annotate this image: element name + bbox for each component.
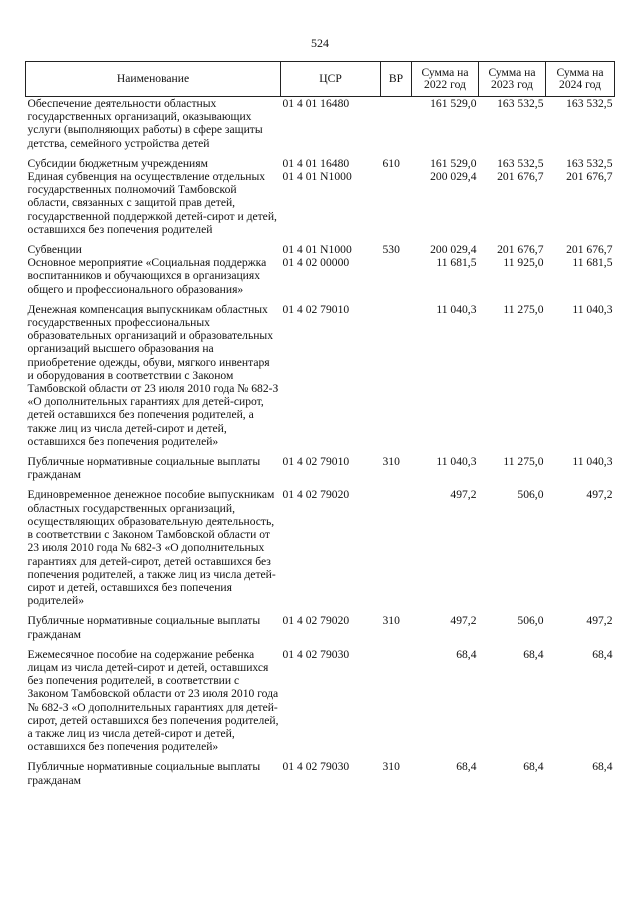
table-row	[26, 243, 615, 256]
table-row	[26, 455, 615, 488]
row-sum-2023: 201 676,7	[497, 243, 544, 257]
row-vr	[381, 97, 412, 157]
row-sum-2022: 200 029,4	[430, 170, 477, 184]
row-vr	[381, 170, 412, 243]
table-row	[26, 648, 615, 761]
row-name: Субсидии бюджетным учреждениям	[27, 156, 208, 170]
row-sum-2023: 163 532,5	[497, 97, 544, 110]
row-sum-2023: 11 275,0	[503, 455, 544, 469]
row-sum-2024: 11 040,3	[572, 302, 613, 316]
row-name: Ежемесячное пособие на содержание ребенка лицам из числа детей-сирот и детей, оставшихся без попечения родителей, в соответствии с Законом Тамбовской области от 23 июля 2010 года № 682-З «О дополнительных гарантиях для детей-сирот, детей оставшихся без попечения родителей, а также лиц из числа детей-сирот и детей, оставшихся без попечения родителей»	[27, 647, 279, 754]
row-csr: 01 4 01 N1000	[282, 170, 352, 184]
row-sum-2024: 163 532,5	[566, 156, 613, 170]
row-sum-2023: 11 925,0	[503, 256, 544, 270]
row-sum-2024: 497,2	[586, 488, 613, 502]
row-sum-2023: 201 676,7	[497, 170, 544, 184]
row-sum-2022: 161 529,0	[430, 97, 477, 110]
row-name: Субвенции	[27, 243, 82, 257]
row-vr	[381, 303, 412, 455]
row-vr: 310	[382, 455, 400, 469]
row-sum-2022: 11 681,5	[436, 256, 477, 270]
row-name: Основное мероприятие «Социальная поддержка воспитанников и обучающихся в организациях общего и профессионального образования»	[27, 256, 267, 296]
row-name: Денежная компенсация выпускникам областных государственных профессиональных образовательных организаций и образовательных организаций высшего образования на приобретение одежды, обуви, мягкого инвентаря и оборудования в соответствии с Законом Тамбовской области от 23 июля 2010 года № 682-З «О дополнительных гарантиях для детей-сирот, детей оставшихся без попечения родителей, а также лиц из числа детей-сирот и детей, оставшихся без попечения родителей»	[27, 302, 279, 448]
table-row	[26, 170, 615, 243]
row-sum-2022: 200 029,4	[430, 243, 477, 257]
row-vr: 530	[382, 243, 400, 257]
row-csr: 01 4 02 79030	[282, 760, 350, 774]
row-name: Обеспечение деятельности областных государственных организаций, оказывающих услуги (выполняющих работы) в сфере защиты детства, семейного устройства детей	[27, 97, 263, 150]
table-header-row	[26, 62, 615, 97]
row-sum-2024: 201 676,7	[566, 170, 613, 184]
row-sum-2024: 497,2	[586, 614, 613, 628]
row-sum-2023: 163 532,5	[497, 156, 544, 170]
row-name: Публичные нормативные социальные выплаты гражданам	[27, 455, 261, 482]
row-sum-2022: 68,4	[456, 760, 477, 774]
row-sum-2022: 11 040,3	[436, 455, 477, 469]
row-sum-2023: 506,0	[517, 488, 544, 502]
table-row	[26, 157, 615, 170]
row-csr: 01 4 01 16480	[282, 156, 350, 170]
row-csr: 01 4 01 16480	[282, 97, 350, 110]
row-csr: 01 4 02 79010	[282, 455, 350, 469]
row-sum-2023: 68,4	[523, 760, 544, 774]
row-csr: 01 4 02 79030	[282, 647, 350, 661]
row-name: Публичные нормативные социальные выплаты гражданам	[27, 614, 261, 641]
row-sum-2023: 68,4	[523, 647, 544, 661]
table-row	[26, 97, 615, 157]
row-vr	[381, 488, 412, 614]
row-sum-2023: 506,0	[517, 614, 544, 628]
row-sum-2022: 68,4	[456, 647, 477, 661]
row-sum-2023: 11 275,0	[503, 302, 544, 316]
page-number: 524	[311, 36, 329, 50]
row-csr: 01 4 02 79020	[282, 614, 350, 628]
budget-table	[25, 61, 615, 787]
row-csr: 01 4 02 00000	[282, 256, 350, 270]
table-row	[26, 488, 615, 614]
row-name: Единая субвенция на осуществление отдельных государственных полномочий Тамбовской области, связанных с защитой прав детей, государственной поддержкой детей-сирот и детей, оставшихся без попечения родителей	[27, 170, 277, 236]
column-header-csr: ЦСР	[281, 62, 381, 97]
column-header-sum-2022: Сумма на 2022 год	[412, 62, 479, 97]
row-sum-2024: 201 676,7	[566, 243, 613, 257]
row-sum-2024: 163 532,5	[566, 97, 613, 110]
table-row	[26, 760, 615, 786]
row-sum-2022: 497,2	[450, 488, 477, 502]
row-vr: 610	[382, 156, 400, 170]
row-csr: 01 4 02 79020	[282, 488, 350, 502]
row-name: Единовременное денежное пособие выпускникам областных государственных организаций, осуществляющих образовательную деятельность, в соответствии с Законом Тамбовской области от 23 июля 2010 года № 682-З «О дополнительных гарантиях для детей-сирот, детей оставшихся без попечения родителей, а также лиц из числа детей-сирот и детей, оставшихся без попечения родителей»	[27, 488, 276, 608]
row-sum-2024: 11 681,5	[572, 256, 613, 270]
table-row	[26, 614, 615, 647]
column-header-vr: ВР	[381, 62, 412, 97]
row-csr: 01 4 01 N1000	[282, 243, 352, 257]
row-sum-2022: 497,2	[450, 614, 477, 628]
row-vr	[381, 648, 412, 761]
row-sum-2024: 11 040,3	[572, 455, 613, 469]
row-vr: 310	[382, 614, 400, 628]
table-body	[26, 97, 615, 787]
table-row	[26, 256, 615, 303]
row-sum-2022: 161 529,0	[430, 156, 477, 170]
column-header-name: Наименование	[26, 62, 281, 97]
row-sum-2024: 68,4	[592, 647, 613, 661]
table-row	[26, 303, 615, 455]
column-header-sum-2024: Сумма на 2024 год	[546, 62, 615, 97]
row-name: Публичные нормативные социальные выплаты гражданам	[27, 760, 261, 787]
row-sum-2022: 11 040,3	[436, 302, 477, 316]
row-sum-2024: 68,4	[592, 760, 613, 774]
row-csr: 01 4 02 79010	[282, 302, 350, 316]
row-vr: 310	[382, 760, 400, 774]
row-vr	[381, 256, 412, 303]
column-header-sum-2023: Сумма на 2023 год	[479, 62, 546, 97]
